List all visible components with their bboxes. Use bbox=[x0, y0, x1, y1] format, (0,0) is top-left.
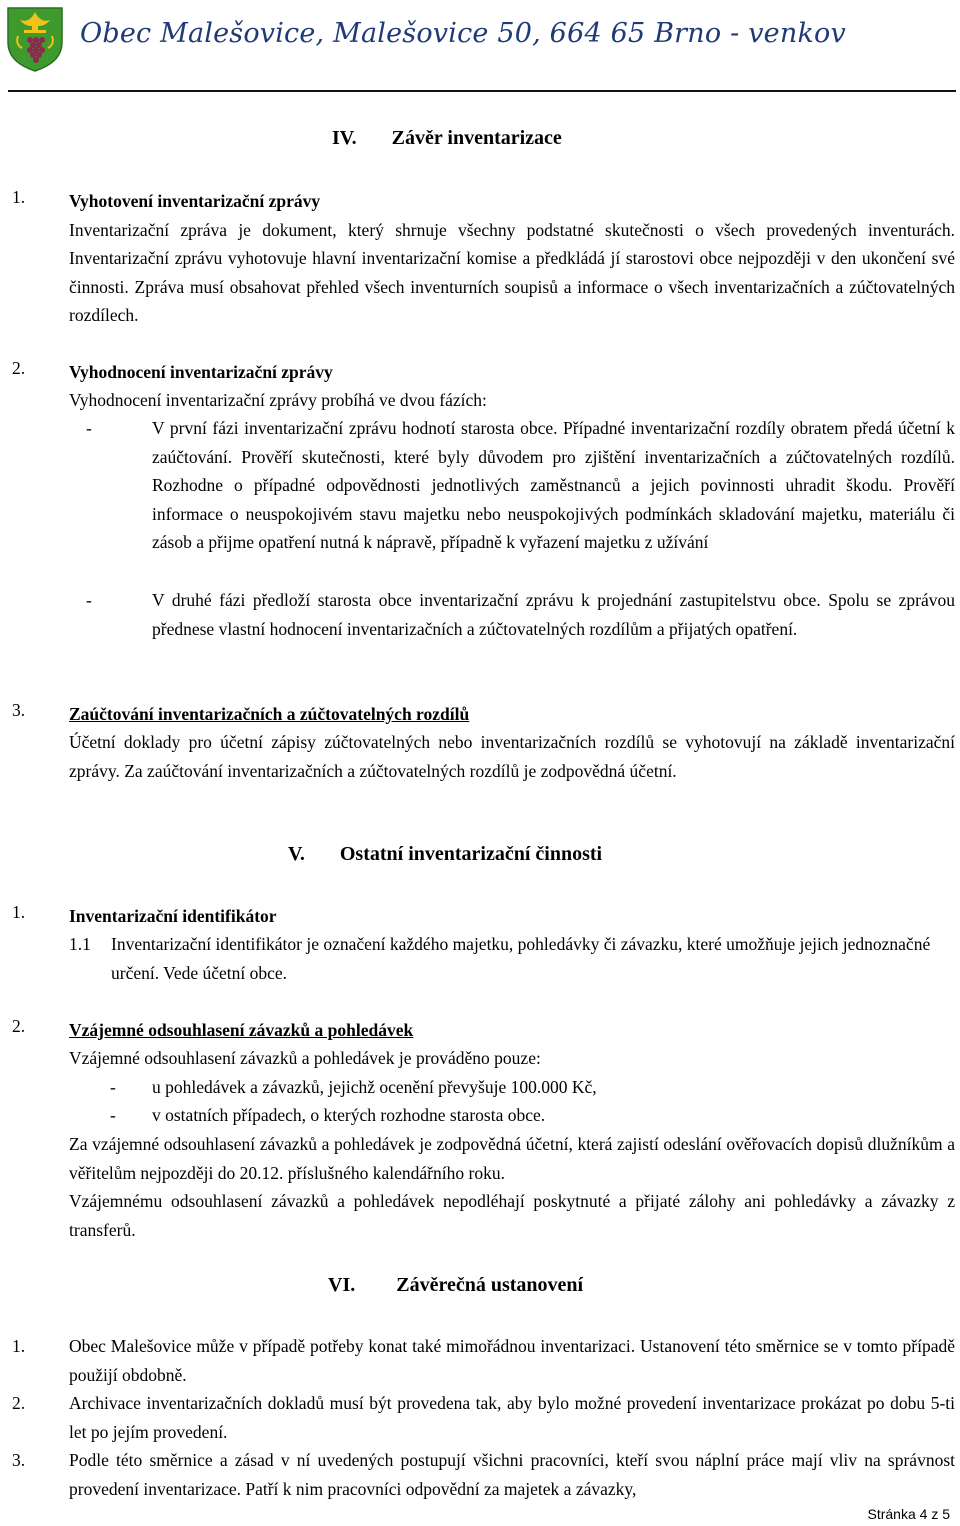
page-number: Stránka 4 z 5 bbox=[867, 1506, 950, 1522]
item-number: 3. bbox=[12, 700, 26, 720]
item-number: 1. bbox=[12, 187, 26, 207]
coat-of-arms-logo bbox=[6, 6, 64, 72]
bullet-dash: - bbox=[86, 590, 92, 610]
item-text: Účetní doklady pro účetní zápisy zúčtovatelných nebo inventarizačních rozdílů se vyhotovují na základě inventarizační zprávy. Za zaúčtování inventarizačních a zúčtovatelných rozdílů je zodpovědná účetní. bbox=[69, 732, 955, 781]
item-number: 1. bbox=[12, 902, 26, 922]
item-heading: Vyhotovení inventarizační zprávy bbox=[69, 191, 321, 211]
header-divider bbox=[8, 90, 956, 92]
item-text: Za vzájemné odsouhlasení závazků a pohledávek je zodpovědná účetní, která zajistí odeslání ověřovacích dopisů dlužníkům a věřitelům nejpozději do 20.12. příslušného kalendářního roku. bbox=[69, 1134, 955, 1183]
item-text: Inventarizační zpráva je dokument, který shrnuje všechny podstatné skutečnosti o všech provedených inventurách. Inventarizační zprávu vyhotovuje hlavní inventarizační komise a předkládá jí starostovi obce nejpozději v den ukončení své činnosti. Zpráva musí obsahovat přehled všech inventurních soupisů a informace o všech inventarizačních a zúčtovatelných rozdílech. bbox=[69, 219, 955, 326]
item-text: Vzájemnému odsouhlasení závazků a pohledávek nepodléhají poskytnuté a přijaté zálohy ani pohledávky a závazky z transferů. bbox=[69, 1191, 955, 1240]
item-number: 2. bbox=[12, 1016, 26, 1036]
item-intro: Vzájemné odsouhlasení závazků a pohledávek je prováděno pouze: bbox=[69, 1048, 541, 1068]
item-text: Obec Malešovice může v případě potřeby konat také mimořádnou inventarizaci. Ustanovení této směrnice se v tomto případě použijí obdobně. bbox=[69, 1336, 955, 1385]
item-heading: Vyhodnocení inventarizační zprávy bbox=[69, 362, 333, 382]
section-iv-heading bbox=[332, 127, 562, 150]
section-title: Ostatní inventarizační činnosti bbox=[339, 843, 603, 865]
sub-item-text: Inventarizační identifikátor je označení každého majetku, pohledávky či závazku, které umožňuje jejich jednoznačné určení. Vede účetní obce. bbox=[111, 934, 931, 983]
bullet-text: u pohledávek a závazků, jejichž ocenění převyšuje 100.000 Kč, bbox=[152, 1077, 597, 1097]
item-number: 2. bbox=[12, 358, 26, 378]
section-number: IV. bbox=[332, 127, 357, 149]
section-vi-heading bbox=[328, 1274, 583, 1297]
item-heading: Vzájemné odsouhlasení závazků a pohledávek bbox=[69, 1020, 414, 1040]
item-number: 2. bbox=[12, 1393, 26, 1413]
item-heading: Zaúčtování inventarizačních a zúčtovatelných rozdílů bbox=[69, 704, 470, 724]
section-number: VI. bbox=[328, 1274, 356, 1296]
bullet-dash: - bbox=[110, 1077, 116, 1097]
item-number: 1. bbox=[12, 1336, 26, 1356]
municipality-title: Obec Malešovice, Malešovice 50, 664 65 Brno - venkov bbox=[80, 18, 846, 49]
bullet-text: V první fázi inventarizační zprávu hodnotí starosta obce. Případné inventarizační rozdíly obratem předá účetní k zaúčtování. Prověří skutečnosti, které byly důvodem pro zjištění inventarizačních a zúčtovatelných rozdílů. Rozhodne o případné odpovědnosti jednotlivých zaměstnanců a jejich povinnosti uhradit škodu. Prověří informace o neuspokojivém stavu majetku nebo neuspokojivých podmínkách skladování majetku, materiálu či zásob a přijme opatření nutná k nápravě, případně k vyřazení majetku z užívání bbox=[152, 418, 955, 553]
item-text: Archivace inventarizačních dokladů musí být provedena tak, aby bylo možné provedení inventarizace prokázat po dobu 5-ti let po jejím provedení. bbox=[69, 1393, 955, 1442]
section-number: V. bbox=[288, 843, 305, 865]
item-number: 3. bbox=[12, 1450, 26, 1470]
bullet-text: V druhé fázi předloží starosta obce inventarizační zprávu k projednání zastupitelstvu obce. Spolu se zprávou přednese vlastní hodnocení inventarizačních a zúčtovatelných rozdílům a přijatých opatření. bbox=[152, 590, 955, 639]
bullet-dash: - bbox=[86, 418, 92, 438]
section-v-heading bbox=[288, 843, 602, 866]
section-title: Závěrečná ustanovení bbox=[396, 1274, 584, 1296]
page-header bbox=[0, 0, 960, 92]
item-heading: Inventarizační identifikátor bbox=[69, 906, 277, 926]
bullet-text: v ostatních případech, o kterých rozhodne starosta obce. bbox=[152, 1105, 546, 1125]
sub-item-number: 1.1 bbox=[69, 934, 91, 954]
section-title: Závěr inventarizace bbox=[391, 127, 562, 149]
bullet-dash: - bbox=[110, 1105, 116, 1125]
item-intro: Vyhodnocení inventarizační zprávy probíhá ve dvou fázích: bbox=[69, 390, 487, 410]
item-text: Podle této směrnice a zásad v ní uvedených postupují všichni pracovníci, kteří svou náplní práce mají vliv na správnost provedení inventarizace. Patří k nim pracovníci odpovědní za majetek a závazky, bbox=[69, 1450, 955, 1499]
